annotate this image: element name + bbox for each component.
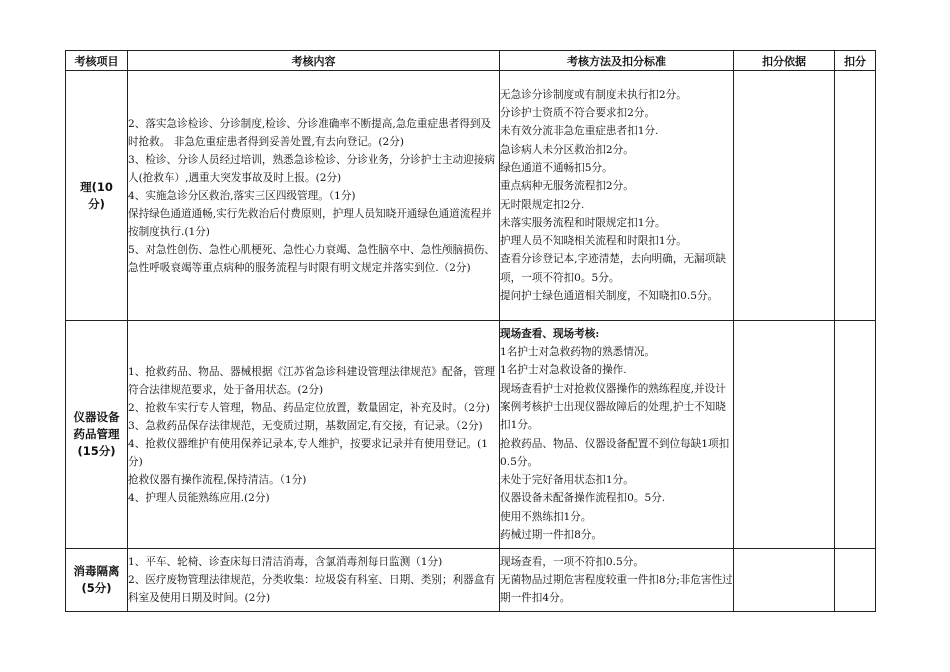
content-cell xyxy=(128,71,500,321)
content-line: 保持绿色通道通畅,实行先救治后付费原则，护理人员知晓开通绿色通道流程并按制度执行.(1分) xyxy=(128,207,492,238)
content-line: 4、实施急诊分区救治,落实三区四级管理。（1分) xyxy=(128,189,356,202)
item-line: 理(10 xyxy=(80,179,113,194)
method-line: 无急诊分诊制度或有制度未执行扣2分。 xyxy=(500,88,687,101)
method-cell xyxy=(500,549,734,612)
content-line: 抢救仪器有操作流程,保持清洁。（1分) xyxy=(128,473,307,486)
method-line: 未有效分流非急危重症患者扣1分. xyxy=(500,125,659,138)
header-item: 考核项目 xyxy=(66,51,128,71)
header-basis: 扣分依据 xyxy=(734,51,835,71)
assessment-table xyxy=(65,50,876,612)
method-line: 未处于完好备用状态扣1分。 xyxy=(500,474,634,487)
method-line: 使用不熟练扣1分。 xyxy=(500,510,592,523)
item-cell xyxy=(66,549,128,612)
basis-cell xyxy=(734,71,835,321)
header-row xyxy=(66,51,876,71)
item-line: (5分) xyxy=(81,581,112,595)
method-line: 现场查看护士对抢救仪器操作的熟练程度,并设计案例考核护士出现仪器故障后的处理,护士不知晓扣1分。 xyxy=(500,382,726,432)
content-cell xyxy=(128,549,500,612)
header-content: 考核内容 xyxy=(128,51,500,71)
item-cell xyxy=(66,321,128,549)
content-cell xyxy=(128,321,500,549)
content-line: 2、抢救车实行专人管理，物品、药品定位放置，数量固定，补充及时。（2分) xyxy=(128,401,490,414)
method-cell xyxy=(500,71,734,321)
item-line: 仪器设备 xyxy=(73,410,120,424)
basis-cell xyxy=(734,549,835,612)
content-line: 2、落实急诊检诊、分诊制度,检诊、分诊准确率不断提高,急危重症患者得到及时抢救。 非急危重症患者得到妥善处置,有去向登记。(2分) xyxy=(128,117,492,148)
content-line: 4、护理人员能熟练应用.(2分) xyxy=(128,491,270,504)
method-line: 分诊护士资质不符合要求扣2分。 xyxy=(500,107,656,120)
content-line: 1、平车、轮椅、诊查床每日清洁消毒，含氯消毒剂每日监测（1分) xyxy=(128,556,443,568)
table-row xyxy=(66,549,876,612)
method-line: 现场查看，一项不符扣0.5分。 xyxy=(500,555,644,568)
method-line: 抢救药品、物品、仪器设备配置不到位每缺1项扣0.5分。 xyxy=(500,437,730,468)
method-title: 现场查看、现场考核: xyxy=(500,327,600,340)
item-line: 消毒隔离 xyxy=(73,564,120,578)
content-line: 4、抢救仪器维护有使用保养记录本,专人维护，按要求记录并有使用登记。(1分) xyxy=(128,437,488,468)
method-line: 1名护士对急救药物的熟悉情况。 xyxy=(500,346,656,359)
content-line: 3、检诊、分诊人员经过培训，熟悉急诊检诊、分诊业务，分诊护士主动迎接病人(抢救车）,遇重大突发事故及时上报。(2分) xyxy=(128,153,495,184)
deduction-cell xyxy=(835,71,876,321)
header-deduction: 扣分 xyxy=(835,51,876,71)
table-row xyxy=(66,321,876,549)
header-method: 考核方法及扣分标准 xyxy=(500,51,734,71)
method-line: 药械过期一件扣8分。 xyxy=(500,528,603,541)
method-line: 查看分诊登记本,字迹清楚，去向明确，无漏项缺项，一项不符扣0。5分。 xyxy=(500,253,726,284)
table-row xyxy=(66,71,876,321)
method-line: 无时限规定扣2分. xyxy=(500,198,585,211)
method-line: 提问护士绿色通道相关制度，不知晓扣0.5分。 xyxy=(500,289,719,302)
deduction-cell xyxy=(835,549,876,612)
method-line: 重点病种无服务流程扣2分。 xyxy=(500,180,634,193)
content-line: 2、医疗废物管理法律规范，分类收集：垃圾袋有科室、日期、类别；利器盒有科室及使用日期及时间。(2分) xyxy=(128,574,495,604)
content-line: 1、抢救药品、物品、器械根据《江苏省急诊科建设管理法律规范》配备，管理符合法律规范要求，处于备用状态。(2分) xyxy=(128,365,495,396)
method-line: 护理人员不知晓相关流程和时限扣1分。 xyxy=(500,235,687,248)
method-line: 1名护士对急救设备的操作. xyxy=(500,364,627,377)
item-line: 药品管理 xyxy=(73,427,120,441)
method-line: 无菌物品过期危害程度较重一件扣8分;非危害性过期一件扣4分。 xyxy=(500,573,733,605)
method-line: 仪器设备未配备操作流程扣0。5分. xyxy=(500,492,666,505)
method-cell xyxy=(500,321,734,549)
item-cell xyxy=(66,71,128,321)
basis-cell xyxy=(734,321,835,549)
content-line: 5、对急性创伤、急性心肌梗死、急性心力衰竭、急性脑卒中、急性颅脑损伤、急性呼吸衰竭等重点病种的服务流程与时限有明文规定并落实到位.（2分) xyxy=(128,243,495,274)
method-line: 急诊病人未分区救治扣2分。 xyxy=(500,143,634,156)
item-line: (15分) xyxy=(77,444,116,458)
method-line: 绿色通道不通畅扣5分。 xyxy=(500,161,613,174)
deduction-cell xyxy=(835,321,876,549)
content-line: 3、急救药品保存法律规范，无变质过期，基数固定,有交接，有记录。（2分) xyxy=(128,419,483,432)
item-line: 分) xyxy=(88,196,105,211)
method-line: 未落实服务流程和时限规定扣1分。 xyxy=(500,216,666,229)
